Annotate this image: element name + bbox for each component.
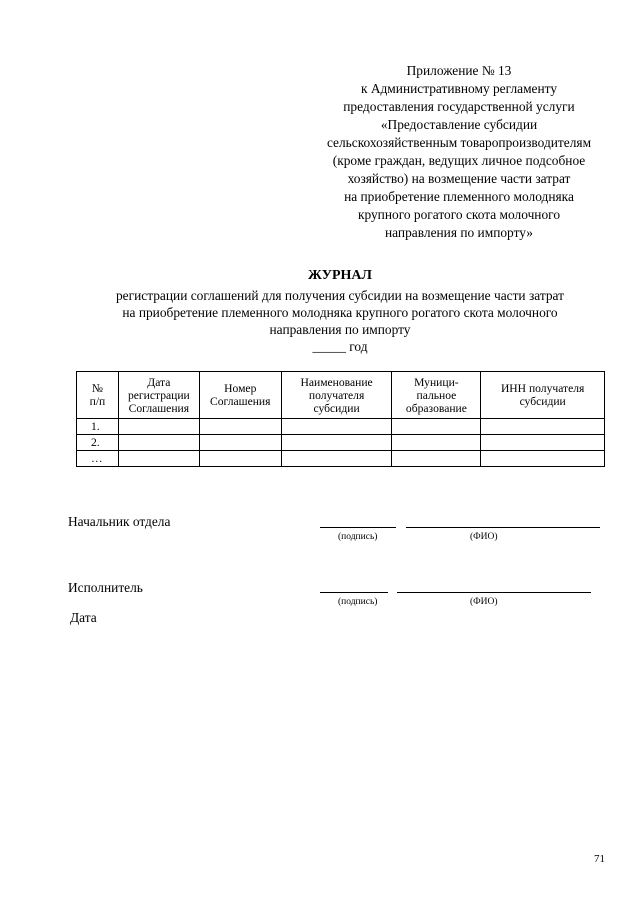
journal-year-line: _____ год: [312, 339, 368, 354]
head-of-department-label: Начальник отдела: [68, 514, 171, 529]
header-recipient-name: Наименование получателя субсидии: [281, 372, 392, 419]
appendix-line: крупного рогатого скота молочного: [357, 207, 561, 222]
table-row: [77, 435, 605, 451]
journal-subtitle-line: на приобретение племенного молодняка крупного рогатого скота молочного: [122, 305, 558, 320]
appendix-line: на приобретение племенного молодняка: [344, 189, 574, 204]
executor-label: Исполнитель: [68, 580, 143, 595]
executor-name-line: [397, 592, 591, 593]
head-name-line: [406, 527, 600, 528]
header-municipality: Муници- пальное образование: [392, 372, 481, 419]
table-cell: 2.: [77, 435, 119, 451]
executor-signature-line: [320, 592, 388, 593]
table-header-row: [77, 372, 605, 419]
table-cell: [392, 435, 481, 451]
registration-table: [76, 371, 605, 467]
journal-subtitle: [40, 287, 640, 355]
table-cell: [481, 435, 605, 451]
table-cell: [199, 451, 281, 467]
table-cell: [392, 419, 481, 435]
table-cell: [481, 451, 605, 467]
table-cell: [199, 419, 281, 435]
table-cell: …: [77, 451, 119, 467]
appendix-line: сельскохозяйственным товаропроизводителям: [326, 135, 592, 150]
appendix-line: (кроме граждан, ведущих личное подсобное: [332, 153, 586, 168]
header-number: № п/п: [77, 372, 119, 419]
table-row: [77, 451, 605, 467]
table-cell: [281, 451, 392, 467]
head-signature-line: [320, 527, 396, 528]
appendix-line: к Административному регламенту: [360, 81, 558, 96]
header-registration-date: Дата регистрации Соглашения: [118, 372, 199, 419]
journal-title: ЖУРНАЛ: [308, 268, 372, 283]
table-cell: 1.: [77, 419, 119, 435]
header-agreement-number: Номер Соглашения: [199, 372, 281, 419]
date-label: Дата: [70, 610, 97, 625]
table-row: [77, 419, 605, 435]
table-cell: [118, 419, 199, 435]
journal-subtitle-line: регистрации соглашений для получения субсидии на возмещение части затрат: [115, 288, 564, 303]
table-cell: [481, 419, 605, 435]
table-cell: [392, 451, 481, 467]
table-cell: [281, 419, 392, 435]
head-name-caption: (ФИО): [470, 532, 498, 542]
appendix-header: [300, 62, 618, 242]
header-recipient-inn: ИНН получателя субсидии: [481, 372, 605, 419]
appendix-line: «Предоставление субсидии: [380, 117, 538, 132]
appendix-line: хозяйство) на возмещение части затрат: [347, 171, 571, 186]
appendix-line: направления по импорту»: [385, 225, 533, 240]
table-cell: [118, 435, 199, 451]
head-signature-caption: (подпись): [338, 532, 378, 542]
journal-subtitle-line: направления по импорту: [269, 322, 411, 337]
executor-name-caption: (ФИО): [470, 597, 498, 607]
page-number: 71: [594, 853, 605, 865]
table-cell: [199, 435, 281, 451]
table-cell: [281, 435, 392, 451]
appendix-line: предоставления государственной услуги: [343, 99, 575, 114]
executor-signature-caption: (подпись): [338, 597, 378, 607]
table-cell: [118, 451, 199, 467]
appendix-line: Приложение № 13: [406, 63, 512, 78]
